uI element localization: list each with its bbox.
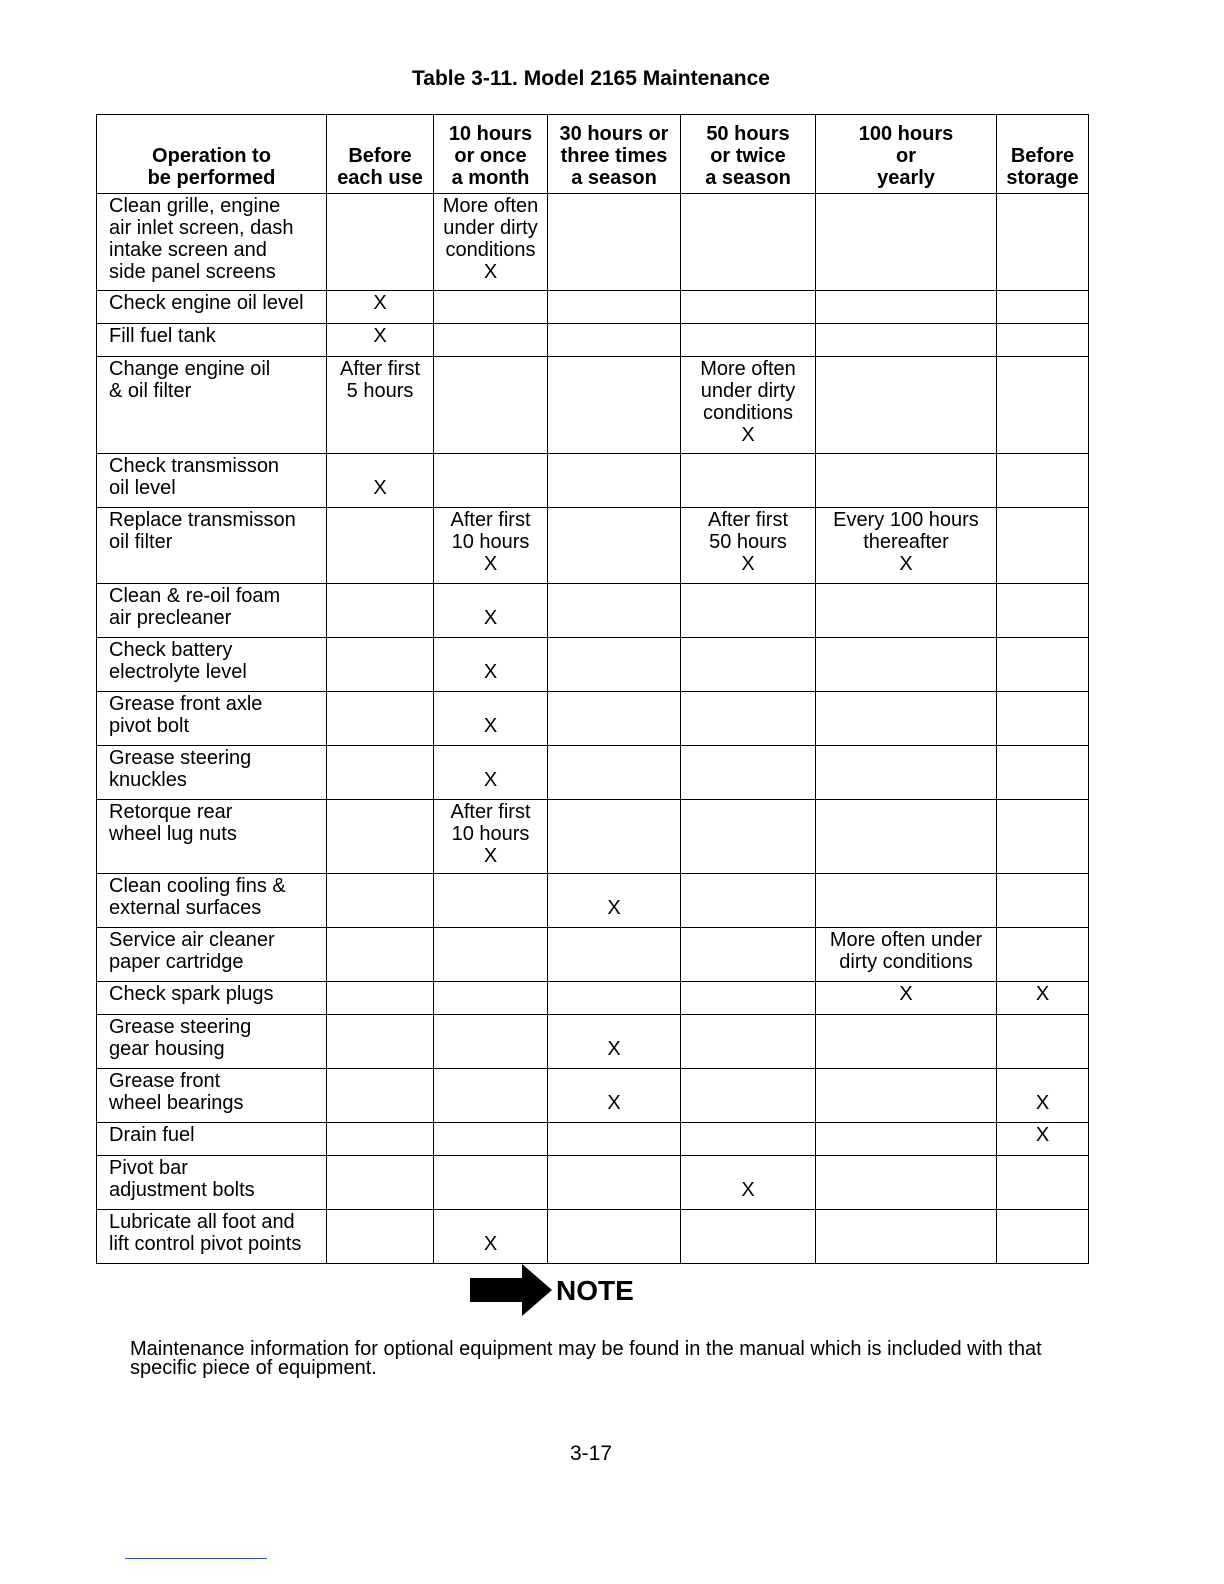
schedule-cell <box>997 584 1089 638</box>
column-header-30-hours: 30 hours or three times a season <box>548 115 681 194</box>
table-row <box>97 928 1089 982</box>
operation-text: Check battery electrolyte level <box>109 639 247 683</box>
schedule-cell <box>681 1210 816 1264</box>
schedule-cell <box>327 1015 434 1069</box>
column-header-before-storage: Before storage <box>997 115 1089 194</box>
operation-cell <box>97 746 327 800</box>
schedule-cell <box>681 1123 816 1156</box>
schedule-text: X <box>607 897 621 919</box>
operation-text: Clean cooling fins & external surfaces <box>109 875 286 919</box>
schedule-text: X <box>373 477 387 499</box>
schedule-text: X <box>373 292 387 314</box>
schedule-cell <box>548 1015 681 1069</box>
schedule-cell <box>327 584 434 638</box>
operation-text: Fill fuel tank <box>109 325 216 347</box>
schedule-text: X <box>483 715 498 737</box>
schedule-cell <box>434 194 548 291</box>
schedule-cell <box>434 1015 548 1069</box>
table-row <box>97 874 1089 928</box>
schedule-cell <box>997 454 1089 508</box>
schedule-cell <box>327 357 434 454</box>
schedule-cell <box>681 746 816 800</box>
arrow-right-icon <box>468 1262 554 1318</box>
operation-cell <box>97 584 327 638</box>
operation-cell <box>97 638 327 692</box>
schedule-cell <box>548 454 681 508</box>
operation-cell <box>97 508 327 584</box>
schedule-text: X <box>607 1038 621 1060</box>
schedule-text: X <box>483 769 498 791</box>
schedule-cell <box>434 508 548 584</box>
schedule-cell <box>327 291 434 324</box>
schedule-cell <box>548 1069 681 1123</box>
operation-cell <box>97 194 327 291</box>
note-text: Maintenance information for optional equipment may be found in the manual which is included with that specific piece of equipment. <box>130 1338 1042 1379</box>
schedule-cell <box>816 324 997 357</box>
table-row <box>97 324 1089 357</box>
schedule-cell <box>327 800 434 874</box>
table-row <box>97 194 1089 291</box>
schedule-cell <box>816 874 997 928</box>
schedule-text: X <box>899 983 913 1005</box>
column-header-100-hours: 100 hours or yearly <box>816 115 997 194</box>
schedule-cell <box>816 1210 997 1264</box>
schedule-cell <box>997 508 1089 584</box>
schedule-text: After first 10 hours X <box>450 509 531 575</box>
operation-cell <box>97 982 327 1015</box>
operation-text: Check spark plugs <box>109 983 274 1005</box>
table-row <box>97 508 1089 584</box>
schedule-cell <box>681 194 816 291</box>
schedule-cell <box>816 1069 997 1123</box>
schedule-cell <box>997 291 1089 324</box>
schedule-cell <box>434 1069 548 1123</box>
maintenance-table <box>96 114 1089 1264</box>
schedule-cell <box>327 508 434 584</box>
operation-text: Pivot bar adjustment bolts <box>109 1157 255 1201</box>
schedule-cell <box>816 291 997 324</box>
schedule-cell <box>434 1156 548 1210</box>
operation-text: Clean & re-oil foam air precleaner <box>109 585 281 629</box>
schedule-cell <box>434 982 548 1015</box>
schedule-cell <box>434 1123 548 1156</box>
schedule-cell <box>548 1156 681 1210</box>
table-row <box>97 982 1089 1015</box>
operation-text: Grease front axle pivot bolt <box>109 693 263 737</box>
schedule-cell <box>327 982 434 1015</box>
schedule-cell <box>434 928 548 982</box>
schedule-cell <box>327 692 434 746</box>
schedule-cell <box>816 584 997 638</box>
schedule-cell <box>681 584 816 638</box>
schedule-cell <box>816 692 997 746</box>
schedule-cell <box>327 324 434 357</box>
schedule-cell <box>327 1123 434 1156</box>
operation-cell <box>97 1123 327 1156</box>
schedule-cell <box>548 584 681 638</box>
schedule-cell <box>327 928 434 982</box>
schedule-cell <box>681 1156 816 1210</box>
schedule-cell <box>681 508 816 584</box>
schedule-text: More often under dirty conditions X <box>700 358 796 446</box>
footer-rule <box>125 1558 267 1559</box>
table-row <box>97 746 1089 800</box>
schedule-cell <box>327 874 434 928</box>
column-header-operation: Operation to be performed <box>97 115 327 194</box>
schedule-cell <box>997 800 1089 874</box>
operation-cell <box>97 874 327 928</box>
operation-cell <box>97 928 327 982</box>
schedule-cell <box>327 454 434 508</box>
schedule-cell <box>816 638 997 692</box>
table-row <box>97 1069 1089 1123</box>
schedule-cell <box>548 800 681 874</box>
schedule-cell <box>816 1156 997 1210</box>
schedule-cell <box>997 1156 1089 1210</box>
schedule-text: X <box>607 1092 621 1114</box>
operation-text: Service air cleaner paper cartridge <box>109 929 275 973</box>
schedule-text: X <box>483 607 498 629</box>
schedule-cell <box>997 194 1089 291</box>
schedule-text: X <box>1035 1124 1050 1146</box>
operation-text: Change engine oil & oil filter <box>109 358 271 402</box>
schedule-cell <box>816 454 997 508</box>
table-row <box>97 638 1089 692</box>
operation-text: Lubricate all foot and lift control pivot points <box>109 1211 302 1255</box>
schedule-cell <box>548 194 681 291</box>
schedule-cell <box>434 746 548 800</box>
header-row <box>97 115 1089 194</box>
schedule-cell <box>434 800 548 874</box>
schedule-cell <box>434 692 548 746</box>
table-row <box>97 1015 1089 1069</box>
schedule-cell <box>434 291 548 324</box>
schedule-cell <box>681 982 816 1015</box>
operation-cell <box>97 1069 327 1123</box>
schedule-cell <box>434 1210 548 1264</box>
note-label: NOTE <box>556 1275 634 1306</box>
schedule-cell <box>681 291 816 324</box>
operation-text: Check transmisson oil level <box>109 455 280 499</box>
schedule-cell <box>997 874 1089 928</box>
schedule-text: X <box>1035 983 1050 1005</box>
schedule-text: X <box>741 1179 755 1201</box>
operation-text: Retorque rear wheel lug nuts <box>109 801 237 845</box>
schedule-cell <box>548 928 681 982</box>
page-number: 3-17 <box>569 1442 613 1465</box>
table-row <box>97 800 1089 874</box>
schedule-text: X <box>373 325 387 347</box>
table-row <box>97 454 1089 508</box>
schedule-cell <box>997 324 1089 357</box>
schedule-cell <box>816 194 997 291</box>
schedule-cell <box>816 746 997 800</box>
schedule-cell <box>816 357 997 454</box>
operation-text: Clean grille, engine air inlet screen, dash intake screen and side panel screens <box>109 195 294 283</box>
schedule-cell <box>816 982 997 1015</box>
schedule-cell <box>681 800 816 874</box>
schedule-cell <box>816 1123 997 1156</box>
schedule-text: After first 50 hours X <box>707 509 788 575</box>
operation-cell <box>97 1015 327 1069</box>
schedule-cell <box>327 1069 434 1123</box>
column-header-before-each-use: Before each use <box>327 115 434 194</box>
schedule-cell <box>327 746 434 800</box>
schedule-cell <box>681 357 816 454</box>
schedule-text: After first 10 hours X <box>450 801 531 867</box>
schedule-cell <box>997 1210 1089 1264</box>
schedule-cell <box>434 638 548 692</box>
operation-cell <box>97 291 327 324</box>
operation-text: Replace transmisson oil filter <box>109 509 296 553</box>
schedule-cell <box>327 194 434 291</box>
schedule-cell <box>434 874 548 928</box>
schedule-cell <box>681 692 816 746</box>
schedule-cell <box>997 928 1089 982</box>
schedule-cell <box>327 1210 434 1264</box>
table-row <box>97 291 1089 324</box>
schedule-cell <box>997 1069 1089 1123</box>
table-body <box>97 194 1089 1264</box>
operation-text: Drain fuel <box>109 1124 195 1146</box>
schedule-cell <box>816 928 997 982</box>
schedule-cell <box>997 638 1089 692</box>
table-row <box>97 584 1089 638</box>
schedule-cell <box>681 1069 816 1123</box>
schedule-text: X <box>483 1233 498 1255</box>
schedule-cell <box>548 874 681 928</box>
schedule-cell <box>548 1123 681 1156</box>
schedule-cell <box>997 1123 1089 1156</box>
operation-cell <box>97 692 327 746</box>
schedule-cell <box>997 982 1089 1015</box>
schedule-cell <box>548 1210 681 1264</box>
schedule-cell <box>548 508 681 584</box>
schedule-cell <box>548 324 681 357</box>
operation-text: Check engine oil level <box>109 292 304 314</box>
schedule-cell <box>681 454 816 508</box>
schedule-cell <box>681 928 816 982</box>
operation-cell <box>97 454 327 508</box>
operation-cell <box>97 1210 327 1264</box>
schedule-text: More often under dirty conditions <box>829 929 983 973</box>
schedule-cell <box>681 874 816 928</box>
schedule-cell <box>681 324 816 357</box>
note-callout <box>468 1262 688 1318</box>
column-header-50-hours: 50 hours or twice a season <box>681 115 816 194</box>
operation-cell <box>97 800 327 874</box>
table-title: Table 3-11. Model 2165 Maintenance <box>412 67 770 90</box>
operation-text: Grease front wheel bearings <box>109 1070 244 1114</box>
schedule-cell <box>548 982 681 1015</box>
operation-cell <box>97 1156 327 1210</box>
table-row <box>97 1210 1089 1264</box>
schedule-cell <box>327 638 434 692</box>
schedule-cell <box>997 1015 1089 1069</box>
schedule-cell <box>548 746 681 800</box>
schedule-cell <box>434 357 548 454</box>
table-row <box>97 1123 1089 1156</box>
table-row <box>97 357 1089 454</box>
schedule-cell <box>434 584 548 638</box>
schedule-cell <box>548 291 681 324</box>
schedule-cell <box>816 1015 997 1069</box>
operation-cell <box>97 324 327 357</box>
schedule-cell <box>681 1015 816 1069</box>
column-header-10-hours: 10 hours or once a month <box>434 115 548 194</box>
operation-text: Grease steering gear housing <box>109 1016 252 1060</box>
table-row <box>97 1156 1089 1210</box>
schedule-cell <box>434 324 548 357</box>
schedule-cell <box>816 800 997 874</box>
schedule-cell <box>548 692 681 746</box>
schedule-cell <box>997 357 1089 454</box>
operation-text: Grease steering knuckles <box>109 747 252 791</box>
schedule-text: After first 5 hours <box>339 358 420 402</box>
schedule-text: X <box>483 661 498 683</box>
schedule-cell <box>816 508 997 584</box>
schedule-text: Every 100 hours thereafter X <box>833 509 979 575</box>
schedule-cell <box>327 1156 434 1210</box>
schedule-cell <box>434 454 548 508</box>
table-row <box>97 692 1089 746</box>
schedule-text: X <box>1035 1092 1050 1114</box>
schedule-text: More often under dirty conditions X <box>442 195 539 283</box>
schedule-cell <box>548 638 681 692</box>
schedule-cell <box>681 638 816 692</box>
operation-cell <box>97 357 327 454</box>
schedule-cell <box>997 692 1089 746</box>
schedule-cell <box>548 357 681 454</box>
schedule-cell <box>997 746 1089 800</box>
